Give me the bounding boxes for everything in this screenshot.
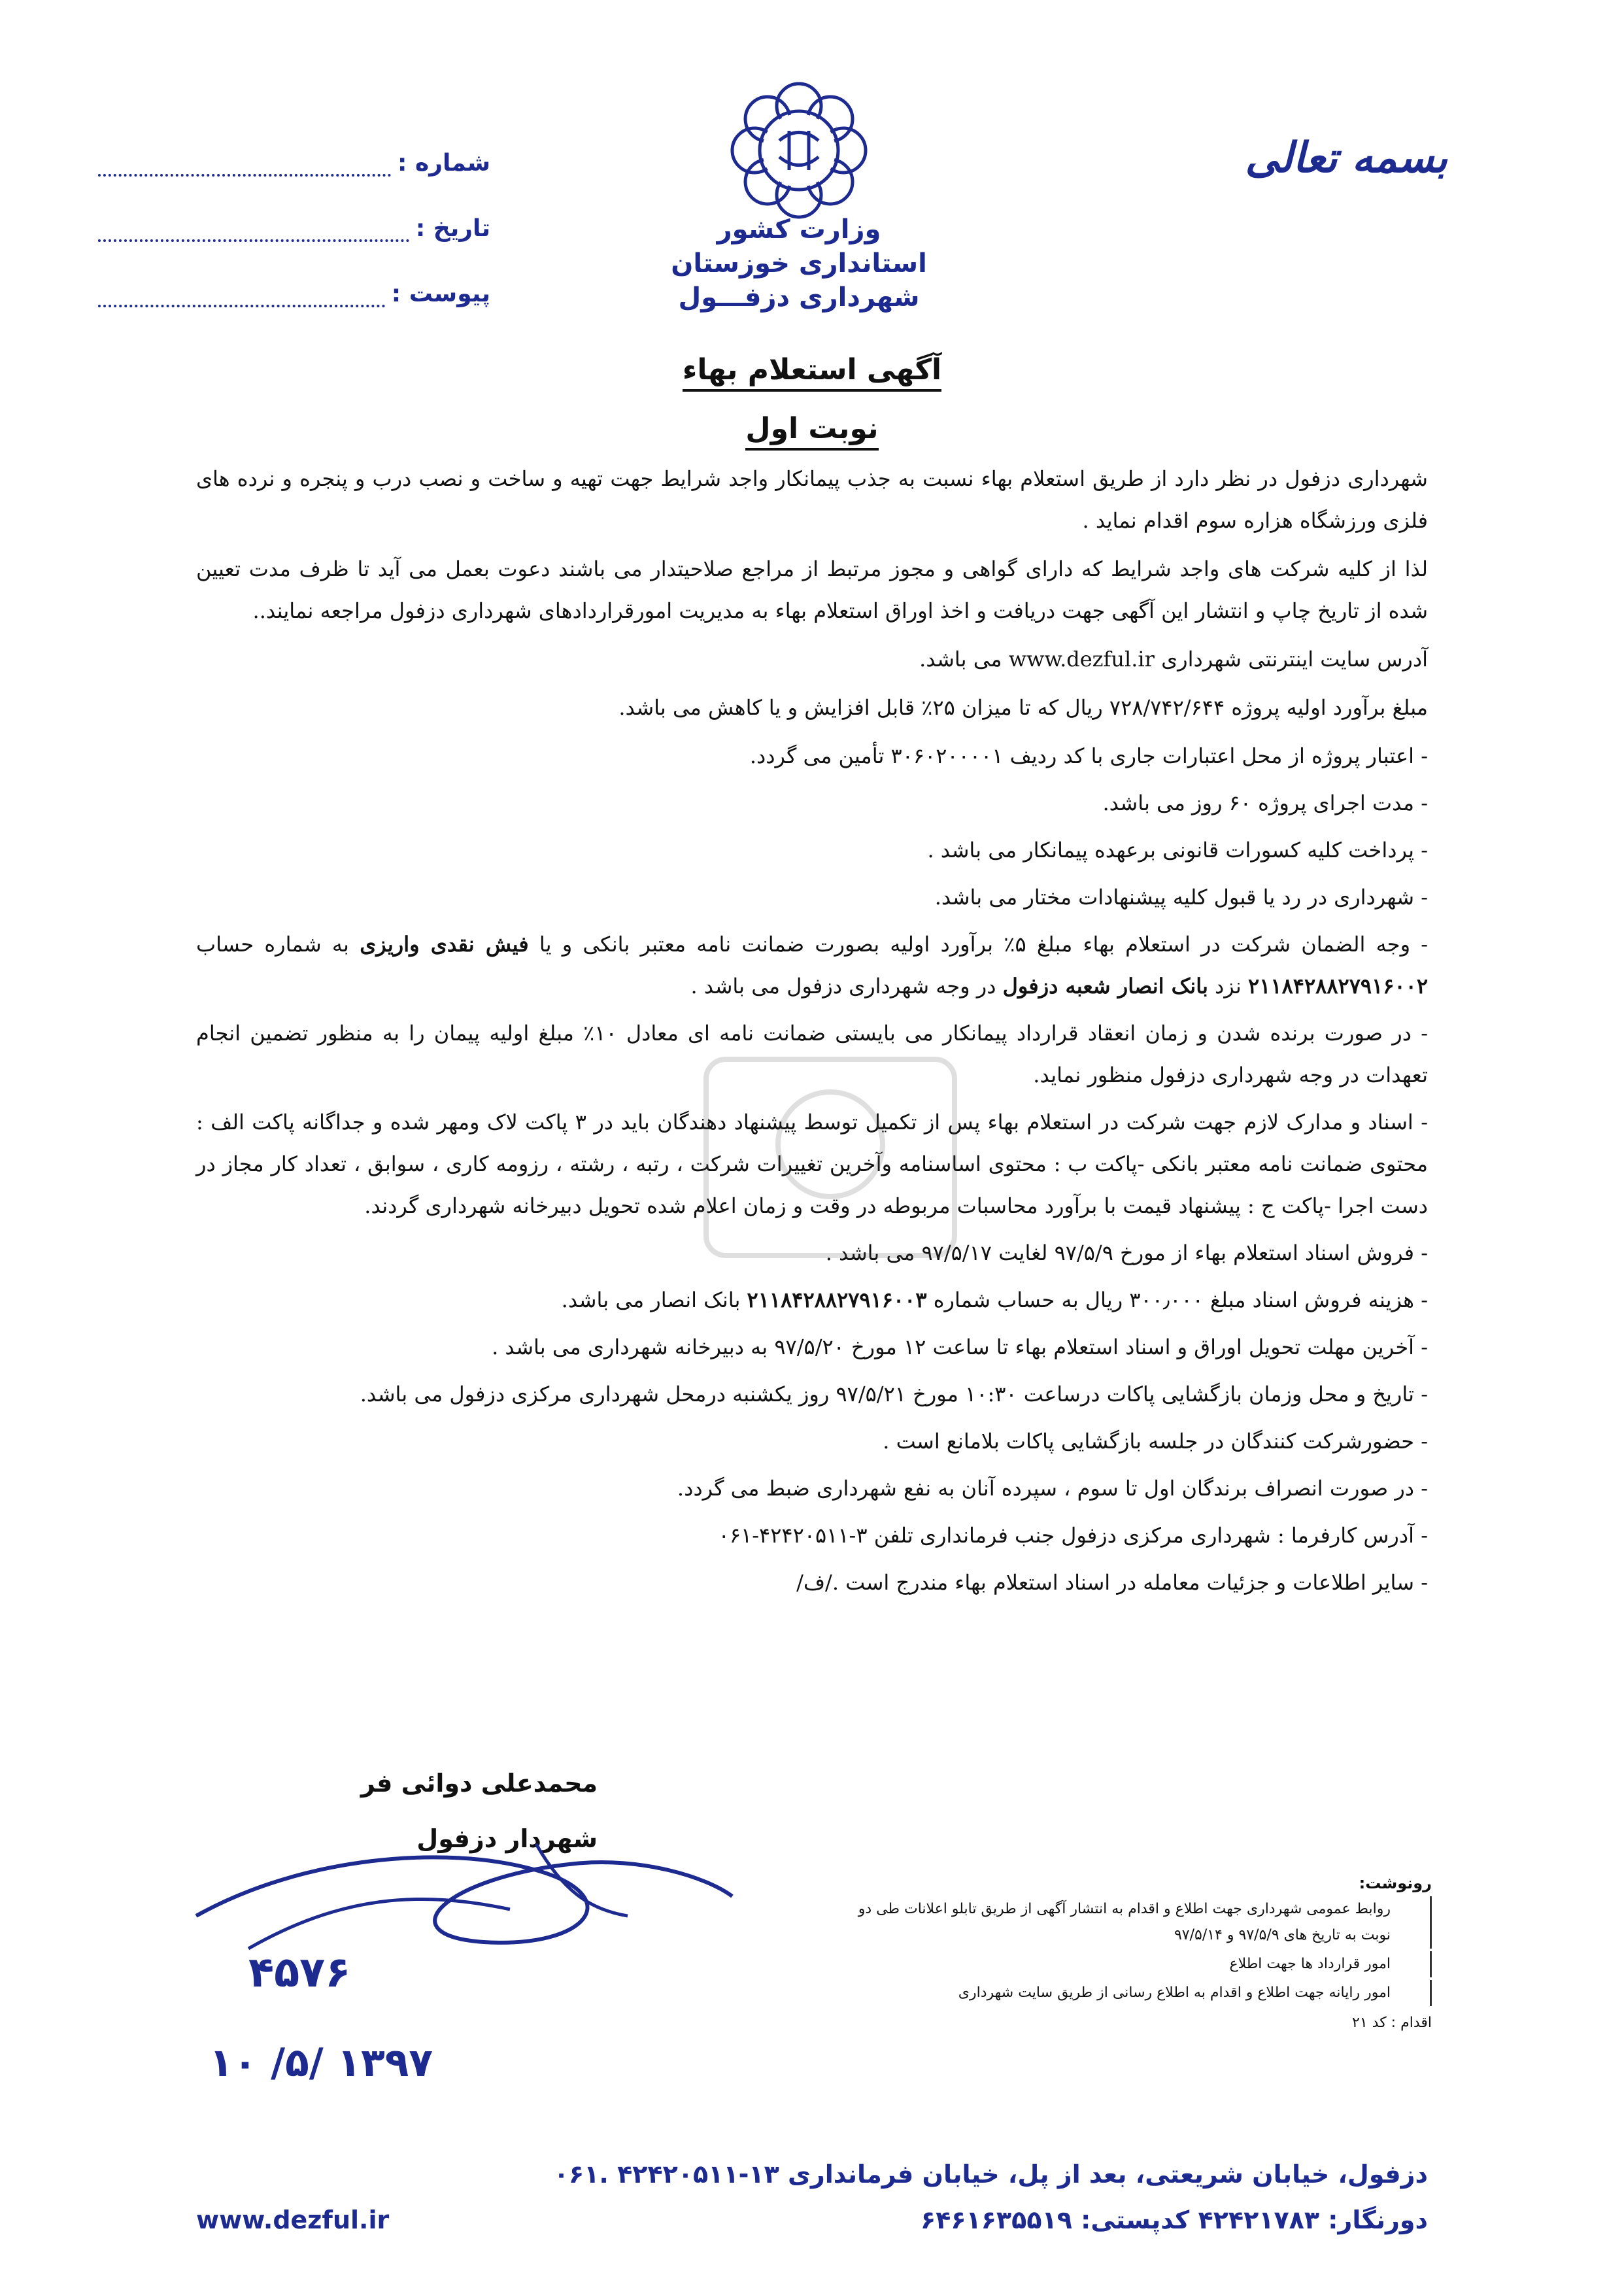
cc-title: رونوشت: — [1359, 1874, 1432, 1892]
cc-item: امور قرارداد ها جهت اطلاع — [830, 1951, 1432, 1977]
cc-item: امور رایانه جهت اطلاع و اقدام به اطلاع رسانی از طریق سایت شهرداری — [830, 1980, 1432, 2006]
cc-item: روابط عمومی شهرداری جهت اطلاع و اقدام به انتشار آگهی از طریق تابلو اعلانات طی دو نوبت به تاریخ های ۹۷/۵/۹ و ۹۷/۵/۱۴ — [830, 1896, 1432, 1949]
meta-attachment-row — [98, 242, 490, 307]
website-paragraph: آدرس سایت اینترنتی شهرداری www.dezful.ir می باشد. — [919, 647, 1428, 672]
fee-text-b: بانک انصار می باشد. — [561, 1288, 741, 1312]
list-item: - شهرداری در رد یا قبول کلیه پیشنهادات مختار می باشد. — [934, 885, 1428, 910]
notice-round — [0, 412, 1624, 445]
org-line-governorate: استانداری خوزستان — [671, 248, 927, 279]
watermark-icon — [693, 1046, 968, 1269]
list-item: - آخرین مهلت تحویل اوراق و اسناد استعلام بهاء تا ساعت ۱۲ مورخ ۹۷/۵/۲۰ به دبیرخانه شهرداری می باشد . — [492, 1335, 1428, 1359]
notice-round-text: نوبت اول — [745, 412, 878, 451]
fee-text-a: - هزینه فروش اسناد مبلغ ۳۰۰٫۰۰۰ ریال به حساب شماره — [933, 1288, 1428, 1312]
meta-date-dots — [98, 233, 409, 242]
meta-attachment-dots — [98, 298, 385, 307]
meta-number-dots — [98, 167, 391, 177]
letter-meta-fields — [98, 111, 490, 307]
guarantee-text-c: نزد — [1215, 974, 1242, 998]
guarantee-cash-slip: فیش نقدی واریزی — [360, 932, 529, 957]
footer-address: دزفول، خیابان شریعتی، بعد از پل، خیابان فرمانداری ۱۳-۴۲۴۲۰۵۱۱ .۰۶۱ — [553, 2160, 1428, 2189]
handwritten-date: ۱۳۹۷ /۵/ ۱۰ — [209, 2040, 433, 2086]
signatory-title: شهردار دزفول — [416, 1824, 598, 1853]
guarantee-account-number: ۲۱۱۸۴۲۸۸۲۷۹۱۶۰۰۲ — [1248, 974, 1428, 998]
footer-website-link[interactable]: www.dezful.ir — [196, 2206, 390, 2234]
intro-paragraph: شهرداری دزفول در نظر دارد از طریق استعلام بهاء نسبت به جذب پیمانکار واجد شرایط جهت تهیه و ساخت و نصب درب و پنجره و نرده های فلزی ورزشگاه هزاره سوم اقدام نماید . — [196, 466, 1428, 533]
org-line-municipality: شهرداری دزفـــول — [678, 282, 920, 313]
list-item: - در صورت انصراف برندگان اول تا سوم ، سپرده آنان به نفع شهرداری ضبط می گردد. — [677, 1476, 1428, 1501]
carbon-copy-block — [830, 1870, 1432, 2036]
footer-contact-row — [196, 2197, 1428, 2243]
list-item: - پرداخت کلیه کسورات قانونی برعهده پیمانکار می باشد . — [927, 838, 1428, 862]
meta-number-label: شماره : — [398, 150, 490, 177]
basmala-heading: بسمه تعالی — [1245, 134, 1447, 182]
meta-number-row — [98, 111, 490, 177]
guarantee-text-d: در وجه شهرداری دزفول می باشد . — [690, 974, 996, 998]
guarantee-text-b: به شماره حساب — [196, 932, 349, 957]
winner-item: - در صورت برنده شدن و زمان انعقاد قرارداد پیمانکار می بایستی ضمانت نامه ای معادل ۱۰٪ مبلغ اولیه پیمان را به منظور تضمین انجام تعهدات در وجه شهرداری دزفول منظور نماید. — [196, 1021, 1429, 1087]
signatory-name: محمدعلی دوائی فر — [360, 1769, 598, 1798]
fee-item — [196, 1279, 1428, 1321]
notice-title — [0, 353, 1624, 386]
meta-date-row — [98, 177, 490, 242]
list-item: - آدرس کارفرما : شهرداری مرکزی دزفول جنب فرمانداری تلفن ۳-۴۲۴۲۰۵۱۱-۰۶۱ — [718, 1523, 1428, 1548]
handwritten-number: ۴۵۷۶ — [248, 1949, 351, 1997]
notice-title-text: آگهی استعلام بهاء — [683, 353, 941, 392]
dezful-municipality-emblem-icon — [727, 78, 871, 222]
footer — [196, 2151, 1428, 2243]
cc-action-code: اقدام : کد ۲۱ — [1352, 2015, 1432, 2031]
guarantee-text-a: - وجه الضمان شرکت در استعلام بهاء مبلغ ۵٪ برآورد اولیه بصورت ضمانت نامه معتبر بانکی و یا — [539, 932, 1429, 957]
meta-attachment-label: پیوست : — [391, 281, 490, 307]
list-item: - سایر اطلاعات و جزئیات معامله در اسناد استعلام بهاء مندرج است ./ف/ — [796, 1570, 1428, 1595]
guarantee-bank: بانک انصار شعبه دزفول — [1002, 974, 1208, 998]
organization-block — [649, 213, 949, 315]
list-item: - اعتبار پروژه از محل اعتبارات جاری با کد ردیف ۳۰۶۰۲۰۰۰۰۱ تأمین می گردد. — [749, 743, 1428, 768]
meta-date-label: تاریخ : — [415, 215, 490, 242]
org-line-ministry: وزارت کشور — [717, 214, 881, 245]
invitation-paragraph: لذا از کلیه شرکت های واجد شرایط که دارای گواهی و مجوز مرتبط از مراجع صلاحیتدار می باشند دعوت بعمل می آید تا ظرف مدت تعیین شده از تاریخ چاپ و انتشار این آگهی جهت دریافت و اخذ اوراق استعلام بهاء به مدیریت امورقراردادهای شهرداری دزفول مراجعه نمایند.. — [196, 556, 1429, 623]
estimate-paragraph: مبلغ برآورد اولیه پروژه ۷۲۸/۷۴۲/۶۴۴ ریال که تا میزان ۲۵٪ قابل افزایش و یا کاهش می باشد. — [618, 695, 1428, 720]
footer-fax-postal: دورنگار: ۴۲۴۲۱۷۸۳ کدپستی: ۶۴۶۱۶۳۵۵۱۹ — [920, 2206, 1428, 2234]
list-item: - تاریخ و محل وزمان بازگشایی پاکات درساعت ۱۰:۳۰ مورخ ۹۷/۵/۲۱ روز یکشنبه درمحل شهرداری مرکزی دزفول می باشد. — [360, 1382, 1428, 1407]
documents-item: - اسناد و مدارک لازم جهت شرکت در استعلام بهاء پس از تکمیل توسط پیشنهاد دهندگان باید در ۳ پاکت لاک ومهر شده و جداگانه پاکت الف : محتوی ضمانت نامه معتبر بانکی -پاکت ب : محتوی اساسنامه وآخرین تغییرات شرکت ، رتبه ، رشته ، رزومه کاری ، سوابق ، تعداد کار مجاز در دست اجرا -پاکت ج : پیشنهاد قیمت با برآورد محاسبات مربوطه در وقت و زمان اعلام شده تحویل دبیرخانه شهرداری گردند. — [196, 1110, 1429, 1218]
list-item: - مدت اجرای پروژه ۶۰ روز می باشد. — [1102, 791, 1428, 815]
fee-account-number: ۲۱۱۸۴۲۸۸۲۷۹۱۶۰۰۳ — [747, 1288, 927, 1312]
sale-item: - فروش اسناد استعلام بهاء از مورخ ۹۷/۵/۹ لغایت ۹۷/۵/۱۷ می باشد . — [825, 1240, 1428, 1265]
list-item: - حضورشرکت کنندگان در جلسه بازگشایی پاکات بلامانع است . — [883, 1429, 1428, 1454]
notice-body — [196, 458, 1428, 1609]
guarantee-item — [196, 923, 1428, 1007]
